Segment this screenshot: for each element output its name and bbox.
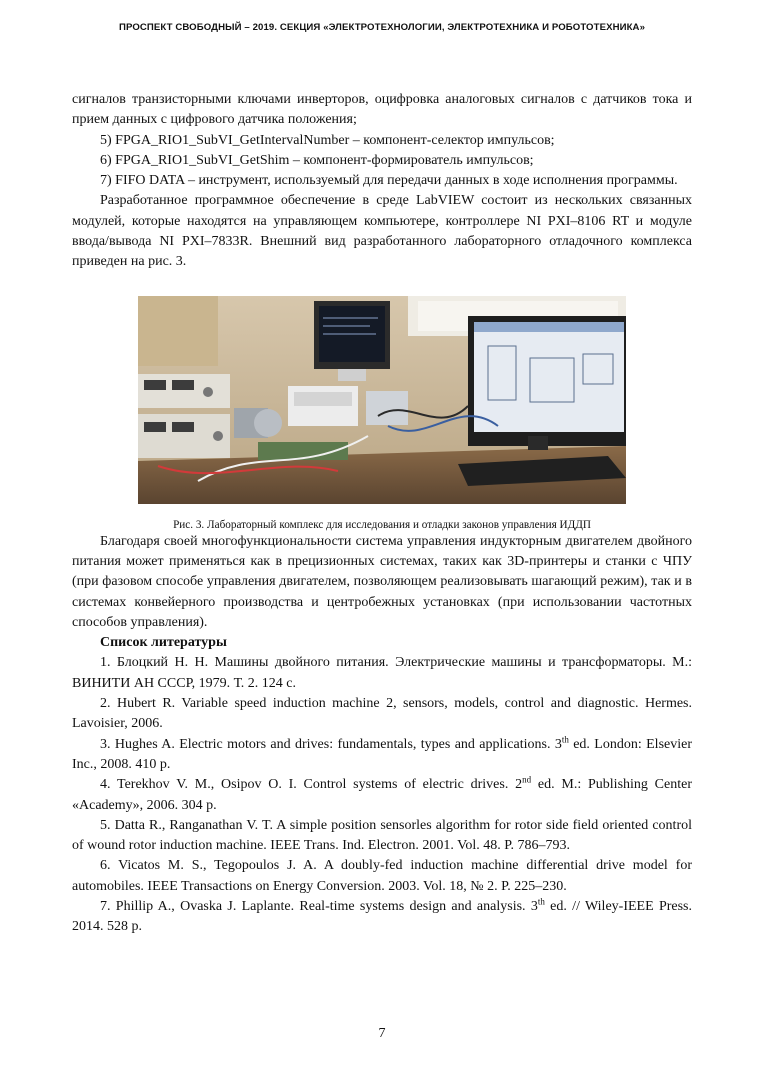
paragraph-continuation: сигналов транзисторными ключами инверторов, оцифровка аналоговых сигналов с датчиков тока и прием данных с цифрового датчика положения;	[72, 92, 692, 128]
reference-item	[72, 735, 692, 776]
reference-text: ed. // Wiley-IEEE Press. 2014. 528 p.	[72, 899, 692, 935]
references-title: Список литературы	[100, 635, 227, 651]
superscript: th	[537, 896, 545, 907]
paragraph-software: Разработанное программное обеспечение в среде LabVIEW состоит из нескольких связанных модулей, которые находятся на управляющем компьютере, контроллере NI PXI–8106 RT и модуле ввода/вывода NI PXI–7833R. Внешний вид разработанного лабораторного отладочного комплекса приведен на рис. 3.	[72, 193, 692, 270]
reference-item: 2. Hubert R. Variable speed induction machine 2, sensors, models, control and diagnostic. Hermes. Lavoisier, 2006.	[72, 696, 692, 732]
reference-text: ed. London: Elsevier Inc., 2008. 410 p.	[72, 736, 692, 772]
reference-text: ed. M.: Publishing Center «Academy», 2006. 304 p.	[72, 777, 692, 813]
superscript: th	[561, 733, 569, 744]
paragraph-applications: Благодаря своей многофункциональности система управления индукторным двигателем двойного питания может применяться как в прецизионных системах, таких как 3D-принтеры и станки с ЧПУ (при фазовом способе управления двигателем, позволяющем реализовывать шагающий режим), так и в системах конвейерного производства и центробежных установках (при использовании частотных способов управления).	[72, 533, 692, 630]
list-item: 5) FPGA_RIO1_SubVI_GetIntervalNumber – компонент-селектор импульсов;	[100, 132, 555, 148]
reference-text: 3. Hughes A. Electric motors and drives: fundamentals, types and applications. 3	[100, 736, 562, 752]
superscript: nd	[522, 774, 532, 785]
reference-item: 1. Блоцкий Н. Н. Машины двойного питания. Электрические машины и трансформаторы. М.: ВИНИТИ АН СССР, 1979. Т. 2. 124 с.	[72, 655, 692, 691]
page-content	[72, 90, 692, 938]
list-item: 7) FIFO DATA – инструмент, используемый для передачи данных в ходе исполнения программы.	[100, 173, 678, 189]
reference-item	[72, 775, 692, 816]
lab-setup-photo	[138, 296, 626, 504]
figure-caption: Рис. 3. Лабораторный комплекс для исследования и отладки законов управления ИДДП	[173, 518, 591, 531]
reference-text: 7. Phillip A., Ovaska J. Laplante. Real-time systems design and analysis. 3	[100, 899, 538, 915]
reference-item: 5. Datta R., Ranganathan V. T. A simple position sensorles algorithm for rotor side field oriented control of wound rotor induction machine. IEEE Trans. Ind. Electron. 2001. Vol. 48. P. 786–793.	[72, 817, 692, 854]
reference-text: 4. Terekhov V. M., Osipov O. I. Control systems of electric drives. 2	[100, 777, 523, 793]
running-header: ПРОСПЕКТ СВОБОДНЫЙ – 2019. СЕКЦИЯ «ЭЛЕКТРОТЕХНОЛОГИИ, ЭЛЕКТРОТЕХНИКА И РОБОТОТЕХНИКА»	[118, 22, 646, 33]
page-number: 7	[378, 1026, 386, 1041]
list-item: 6) FPGA_RIO1_SubVI_GetShim – компонент-формирователь импульсов;	[100, 152, 534, 168]
reference-item: 6. Vicatos M. S., Tegopoulos J. A. A doubly-fed induction machine differential drive model for automobiles. IEEE Transactions on Energy Conversion. 2003. Vol. 18, № 2. P. 225–230.	[72, 858, 692, 894]
reference-item	[72, 897, 692, 938]
